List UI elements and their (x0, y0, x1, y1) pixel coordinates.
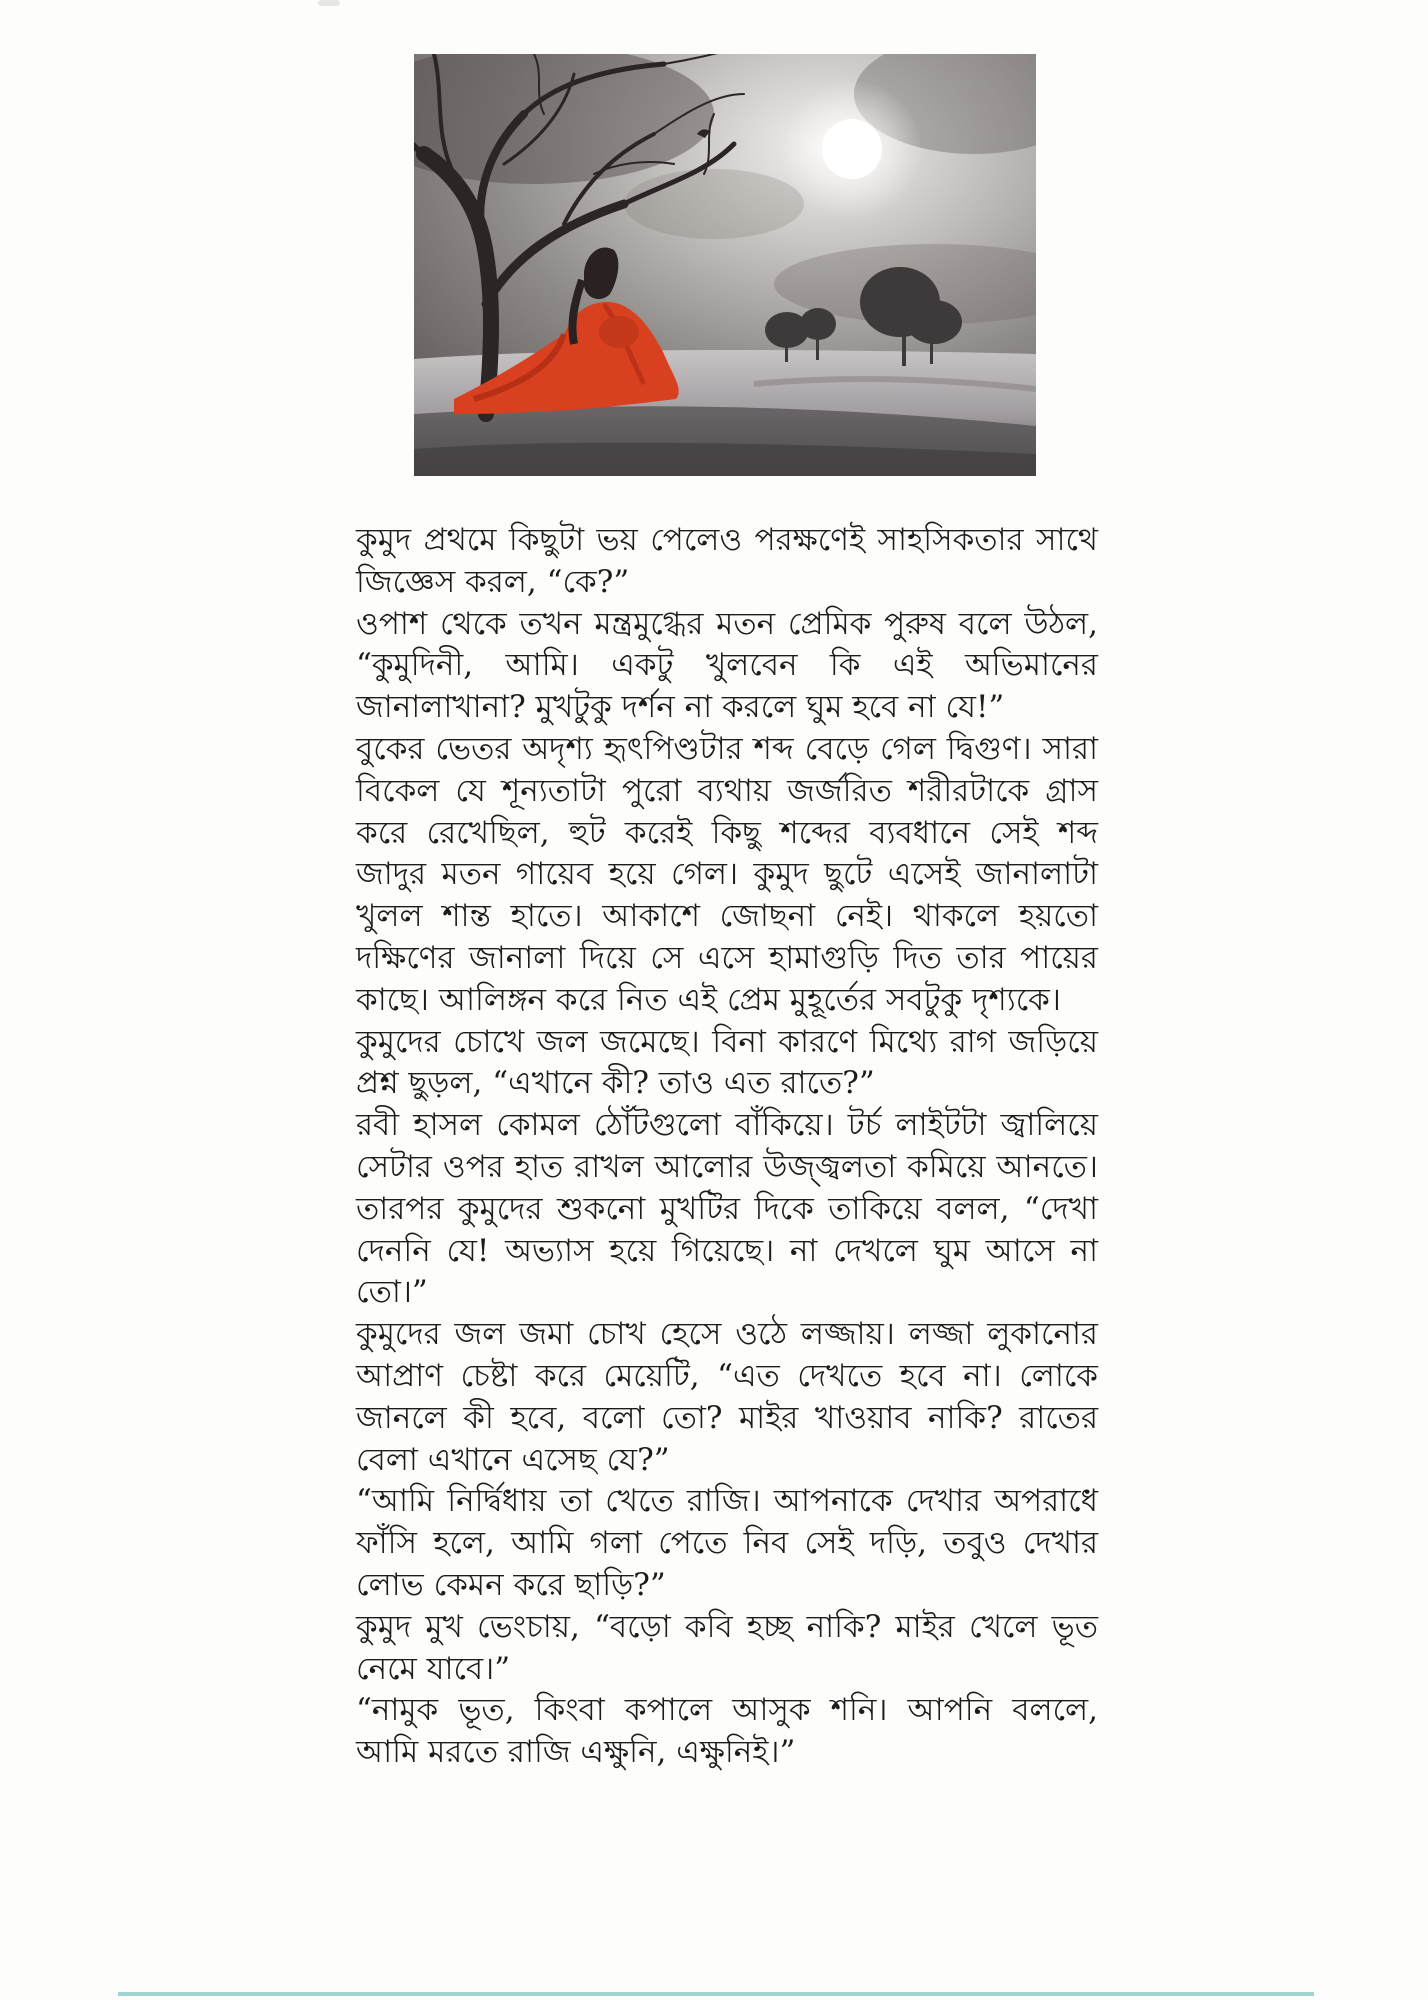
scan-smudge (318, 0, 340, 6)
paragraph-7: “আমি নির্দ্বিধায় তা খেতে রাজি। আপনাকে দেখার অপরাধে ফাঁসি হলে, আমি গলা পেতে নিব সেই দড়ি, তবুও দেখার লোভ কেমন করে ছাড়ি?” (356, 1483, 1098, 1603)
woman-under-moon-painting (414, 54, 1036, 476)
paragraph-6: কুমুদের জল জমা চোখ হেসে ওঠে লজ্জায়। লজ্জা লুকানোর আপ্রাণ চেষ্টা করে মেয়েটি, “এত দেখতে হবে না। লোকে জানলে কী হবে, বলো তো? মাইর খাওয়াব নাকি? রাতের বেলা এখানে এসেছ যে?” (356, 1316, 1098, 1478)
moon (822, 119, 882, 179)
paragraph-4: কুমুদের চোখে জল জমেছে। বিনা কারণে মিথ্যে রাগ জড়িয়ে প্রশ্ন ছুড়ল, “এখানে কী? তাও এত রাতে?” (356, 1023, 1098, 1102)
paragraph-3: বুকের ভেতর অদৃশ্য হৃৎপিণ্ডটার শব্দ বেড়ে গেল দ্বিগুণ। সারা বিকেল যে শূন্যতাটা পুরো ব্যথায় জর্জরিত শরীরটাকে গ্রাস করে রেখেছিল, হুট করেই কিছু শব্দের ব্যবধানে সেই শব্দ জাদুর মতন গায়েব হয়ে গেল। কুমুদ ছুটে এসেই জানালাটা খুলল শান্ত হাতে। আকাশে জোছনা নেই। থাকলে হয়তো দক্ষিণের জানালা দিয়ে সে এসে হামাগুড়ি দিত তার পায়ের কাছে। আলিঙ্গন করে নিত এই প্রেম মুহূর্তের সবটুকু দৃশ্যকে। (356, 730, 1098, 1018)
paragraph-9: “নামুক ভূত, কিংবা কপালে আসুক শনি। আপনি বললে, আমি মরতে রাজি এক্ষুনি, এক্ষুনিই।” (356, 1692, 1098, 1771)
paragraph-8: কুমুদ মুখ ভেংচায়, “বড়ো কবি হচ্ছ নাকি? মাইর খেলে ভূত নেমে যাবে।” (356, 1608, 1098, 1687)
paragraph-2: ওপাশ থেকে তখন মন্ত্রমুগ্ধের মতন প্রেমিক পুরুষ বলে উঠল, “কুমুদিনী, আমি। একটু খুলবেন কি এই অভিমানের জানালাখানা? মুখটুকু দর্শন না করলে ঘুম হবে না যে!” (356, 605, 1098, 726)
paragraph-1: কুমুদ প্রথমে কিছুটা ভয় পেলেও পরক্ষণেই সাহসিকতার সাথে জিজ্ঞেস করল, “কে?” (356, 522, 1098, 600)
story-illustration (414, 54, 1036, 476)
story-text (356, 520, 1098, 1774)
paragraph-5: রবী হাসল কোমল ঠোঁটগুলো বাঁকিয়ে। টর্চ লাইটটা জ্বালিয়ে সেটার ওপর হাত রাখল আলোর উজ্জ্বলতা কমিয়ে আনতে। তারপর কুমুদের শুকনো মুখটির দিকে তাকিয়ে বলল, “দেখা দেননি যে! অভ্যাস হয়ে গিয়েছে। না দেখলে ঘুম আসে না তো।” (356, 1107, 1098, 1311)
bottom-divider (118, 1992, 1314, 1996)
